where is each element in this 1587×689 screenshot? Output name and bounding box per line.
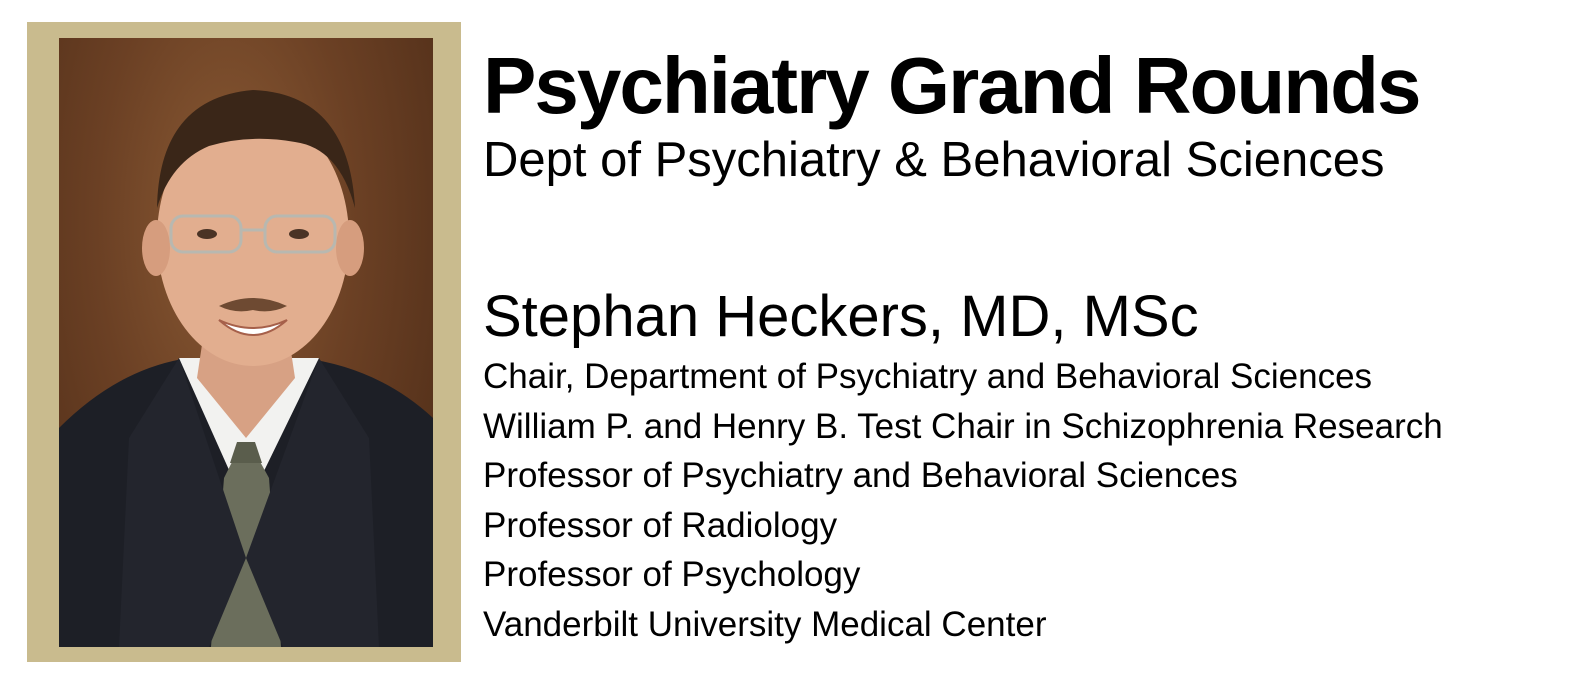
speaker-title-item: Professor of Radiology	[483, 505, 838, 545]
speaker-title-item: Chair, Department of Psychiatry and Behavioral Sciences	[483, 357, 1373, 396]
speaker-titles	[483, 352, 1573, 649]
department-subtitle: Dept of Psychiatry & Behavioral Sciences	[483, 133, 1385, 187]
speaker-title-item: William P. and Henry B. Test Chair in Schizophrenia Research	[483, 406, 1443, 446]
photo-frame	[27, 22, 461, 662]
portrait-illustration	[59, 38, 433, 647]
speaker-title-item: Vanderbilt University Medical Center	[483, 604, 1047, 644]
announcement-text	[483, 40, 1573, 649]
speaker-title-item: Professor of Psychiatry and Behavioral Sciences	[483, 456, 1238, 495]
speaker-portrait	[59, 38, 433, 647]
speaker-title-item: Professor of Psychology	[483, 555, 861, 594]
event-title: Psychiatry Grand Rounds	[483, 41, 1420, 130]
speaker-name: Stephan Heckers, MD, MSc	[483, 284, 1199, 349]
